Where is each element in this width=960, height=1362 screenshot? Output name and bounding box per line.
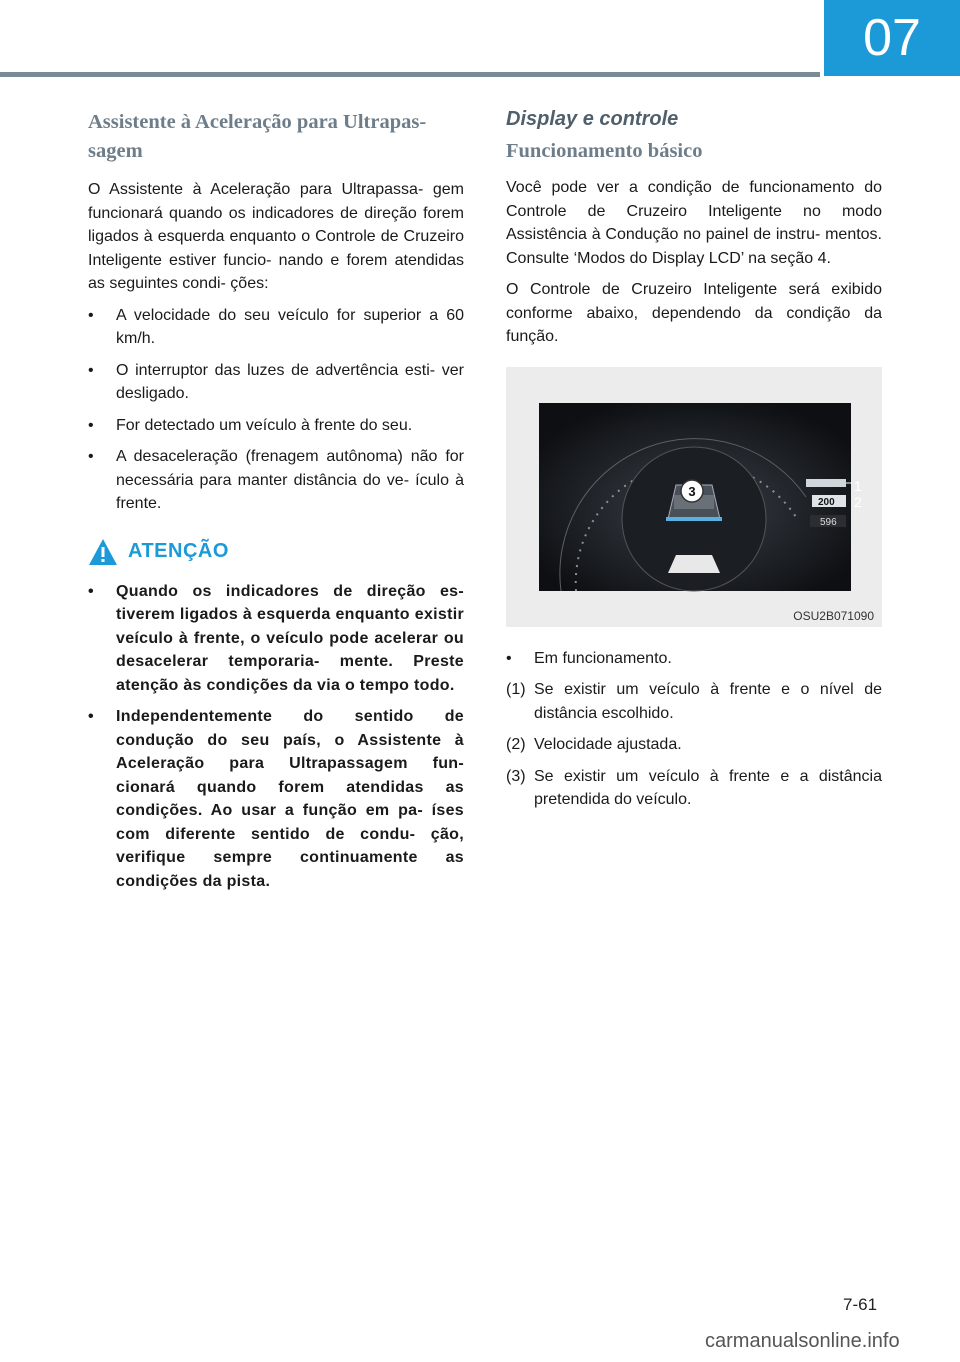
warning-header (88, 538, 464, 566)
figure-caption: OSU2B071090 (793, 608, 874, 623)
right-column (506, 108, 882, 820)
list-item: (3) Se existir um veículo à frente e a distância pretendida do veículo. (506, 767, 882, 808)
intro-paragraph: O Assistente à Aceleração para Ultrapassa- gem funcionará quando os indicadores de direção forem ligados à esquerda enquanto o Controle de Cruzeiro Inteligente estiver funcio- nando e forem atendidas as seguintes condi- ções: (88, 181, 464, 292)
header-rule (0, 72, 820, 77)
status-list (506, 647, 882, 671)
page-number: 7-61 (843, 1295, 878, 1314)
numbered-list (506, 678, 882, 812)
paragraph: Você pode ver a condição de funcionamento do Controle de Cruzeiro Inteligente no modo Assistência à Condução no painel de instru- mentos. Consulte ‘Modos do Display LCD’ na seção 4. (506, 179, 882, 267)
set-speed-readout: 200 (818, 496, 835, 508)
instrument-cluster-image (506, 367, 882, 627)
warning-list (88, 580, 464, 894)
cluster-figure (506, 367, 882, 627)
list-item: • A velocidade do seu veículo for superior a 60 km/h. (88, 306, 464, 347)
list-item: • A desaceleração (frenagem autônoma) não for necessária para manter distância do ve- ículo à frente. (88, 448, 464, 512)
left-column (88, 108, 464, 901)
callout-1: 1 (854, 477, 862, 494)
list-item: • Quando os indicadores de direção es- tiverem ligados à esquerda enquanto existir veículo à frente, o veículo pode acelerar ou desacelerar temporaria- mente. Preste atenção às condições da via o tempo todo. (88, 582, 464, 694)
warning-triangle-icon (88, 538, 118, 566)
paragraph: O Controle de Cruzeiro Inteligente será exibido conforme abaixo, dependendo da condição da função. (506, 281, 882, 345)
conditions-list (88, 304, 464, 516)
callout-2: 2 (854, 493, 862, 510)
list-item: • O interruptor das luzes de advertência esti- ver desligado. (88, 361, 464, 402)
watermark: carmanualsonline.info (705, 1330, 900, 1352)
callout-3: 3 (688, 483, 696, 499)
list-item: • For detectado um veículo à frente do seu. (88, 416, 413, 434)
list-item: (1) Se existir um veículo à frente e o nível de distância escolhido. (506, 681, 882, 722)
section-heading-overtaking: Assistente à Aceleração para Ultrapas- sagem (88, 111, 427, 162)
range-readout: 596 (820, 516, 837, 528)
warning-title: ATENÇÃO (128, 540, 229, 562)
list-item: • Em funcionamento. (506, 649, 672, 667)
subheading-basic-operation: Funcionamento básico (506, 140, 703, 162)
list-item: • Independentemente do sentido de condução do seu país, o Assistente à Aceleração para Ultrapassagem fun- cionará quando forem atendidas as condições. Ao usar a função em pa- íses com diferente sentido de condu- ção, verifique sempre continuamente as condições da pista. (88, 708, 464, 890)
section-heading-display: Display e controle (506, 108, 679, 130)
chapter-tab: 07 (824, 0, 960, 76)
list-item: (2) Velocidade ajustada. (506, 736, 682, 753)
